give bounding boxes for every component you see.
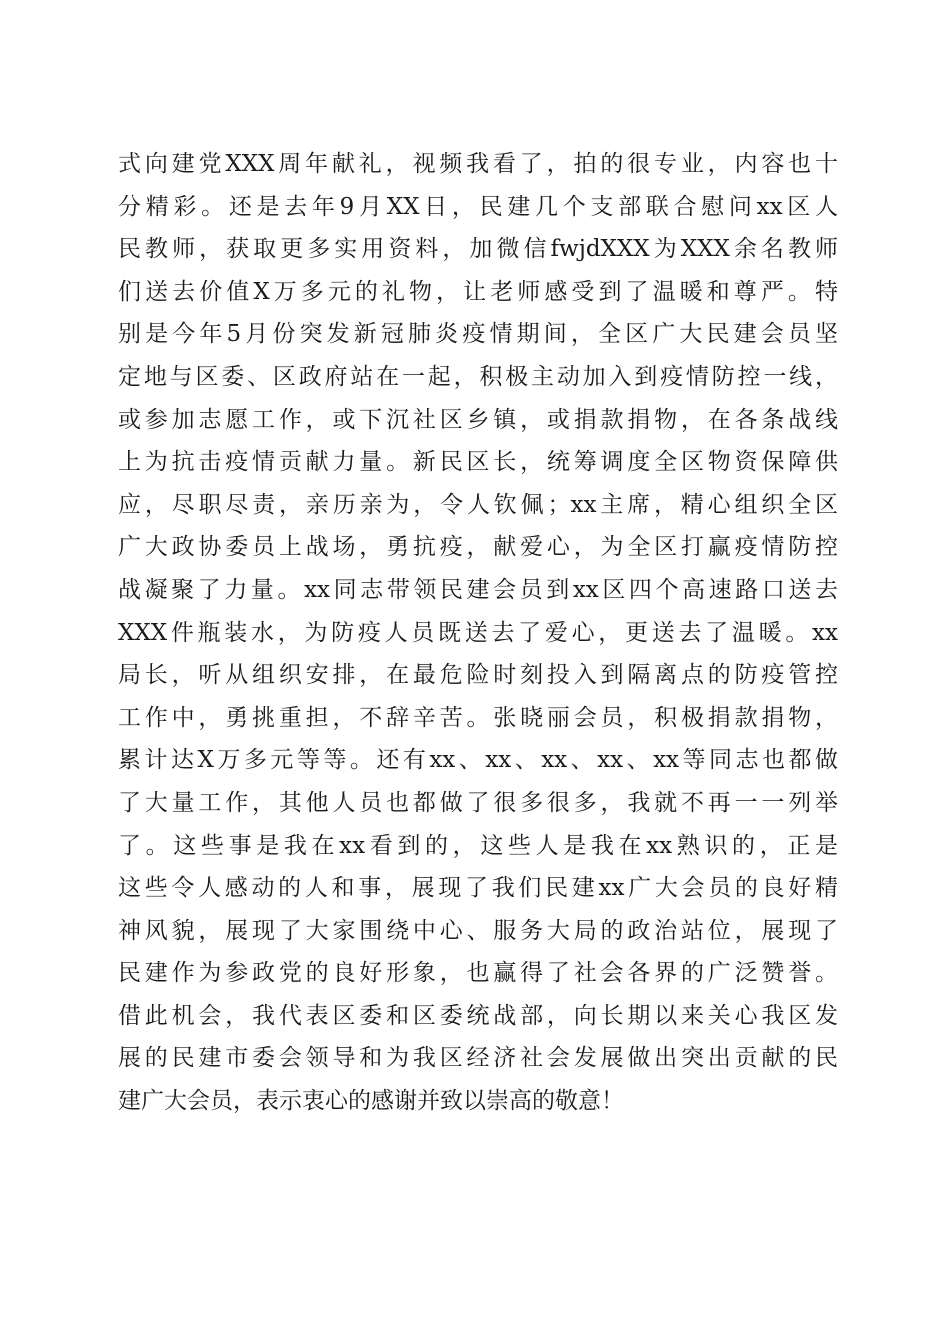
text-line: 民教师，获取更多实用资料，加微信fwjdXXX为XXX余名教师: [118, 236, 838, 263]
text-line: XXX件瓶装水，为防疫人员既送去了爱心，更送去了温暖。xx: [118, 619, 838, 646]
text-line: 了。这些事是我在xx看到的，这些人是我在xx熟识的，正是: [118, 832, 838, 859]
text-line: 战凝聚了力量。xx同志带领民建会员到xx区四个高速路口送去: [118, 576, 838, 603]
text-line: 们送去价值X万多元的礼物，让老师感受到了温暖和尊严。特: [118, 278, 838, 305]
text-line: 上为抗击疫情贡献力量。新民区长，统筹调度全区物资保障供: [118, 449, 838, 476]
text-line: 借此机会，我代表区委和区委统战部，向长期以来关心我区发: [118, 1002, 838, 1029]
body-paragraph: [118, 143, 838, 1123]
text-line: 工作中，勇挑重担，不辞辛苦。张晓丽会员，积极捐款捐物，: [118, 704, 838, 731]
text-line: 广大政协委员上战场，勇抗疫，献爱心，为全区打赢疫情防控: [118, 534, 838, 561]
text-line: 神风貌，展现了大家围绕中心、服务大局的政治站位，展现了: [118, 917, 838, 944]
text-line: 式向建党XXX周年献礼，视频我看了，拍的很专业，内容也十: [118, 151, 838, 177]
text-line: 建广大会员，表示衷心的感谢并致以崇高的敬意！: [118, 1088, 624, 1115]
text-line: 累计达X万多元等等。还有xx、xx、xx、xx、xx等同志也都做: [118, 747, 838, 774]
text-line: 展的民建市委会领导和为我区经济社会发展做出突出贡献的民: [118, 1045, 838, 1072]
text-line: 应，尽职尽责，亲历亲为，令人钦佩；xx主席，精心组织全区: [118, 491, 838, 518]
text-line: 定地与区委、区政府站在一起，积极主动加入到疫情防控一线，: [118, 363, 838, 390]
text-line: 分精彩。还是去年9月XX日，民建几个支部联合慰问xx区人: [118, 193, 838, 220]
text-line: 或参加志愿工作，或下沉社区乡镇，或捐款捐物，在各条战线: [118, 406, 838, 433]
text-line: 这些令人感动的人和事，展现了我们民建xx广大会员的良好精: [118, 875, 838, 902]
text-line: 局长，听从组织安排，在最危险时刻投入到隔离点的防疫管控: [118, 662, 838, 689]
text-line: 别是今年5月份突发新冠肺炎疫情期间，全区广大民建会员坚: [118, 321, 838, 348]
text-line: 民建作为参政党的良好形象，也赢得了社会各界的广泛赞誉。: [118, 960, 838, 987]
text-line: 了大量工作，其他人员也都做了很多很多，我就不再一一列举: [118, 789, 838, 816]
